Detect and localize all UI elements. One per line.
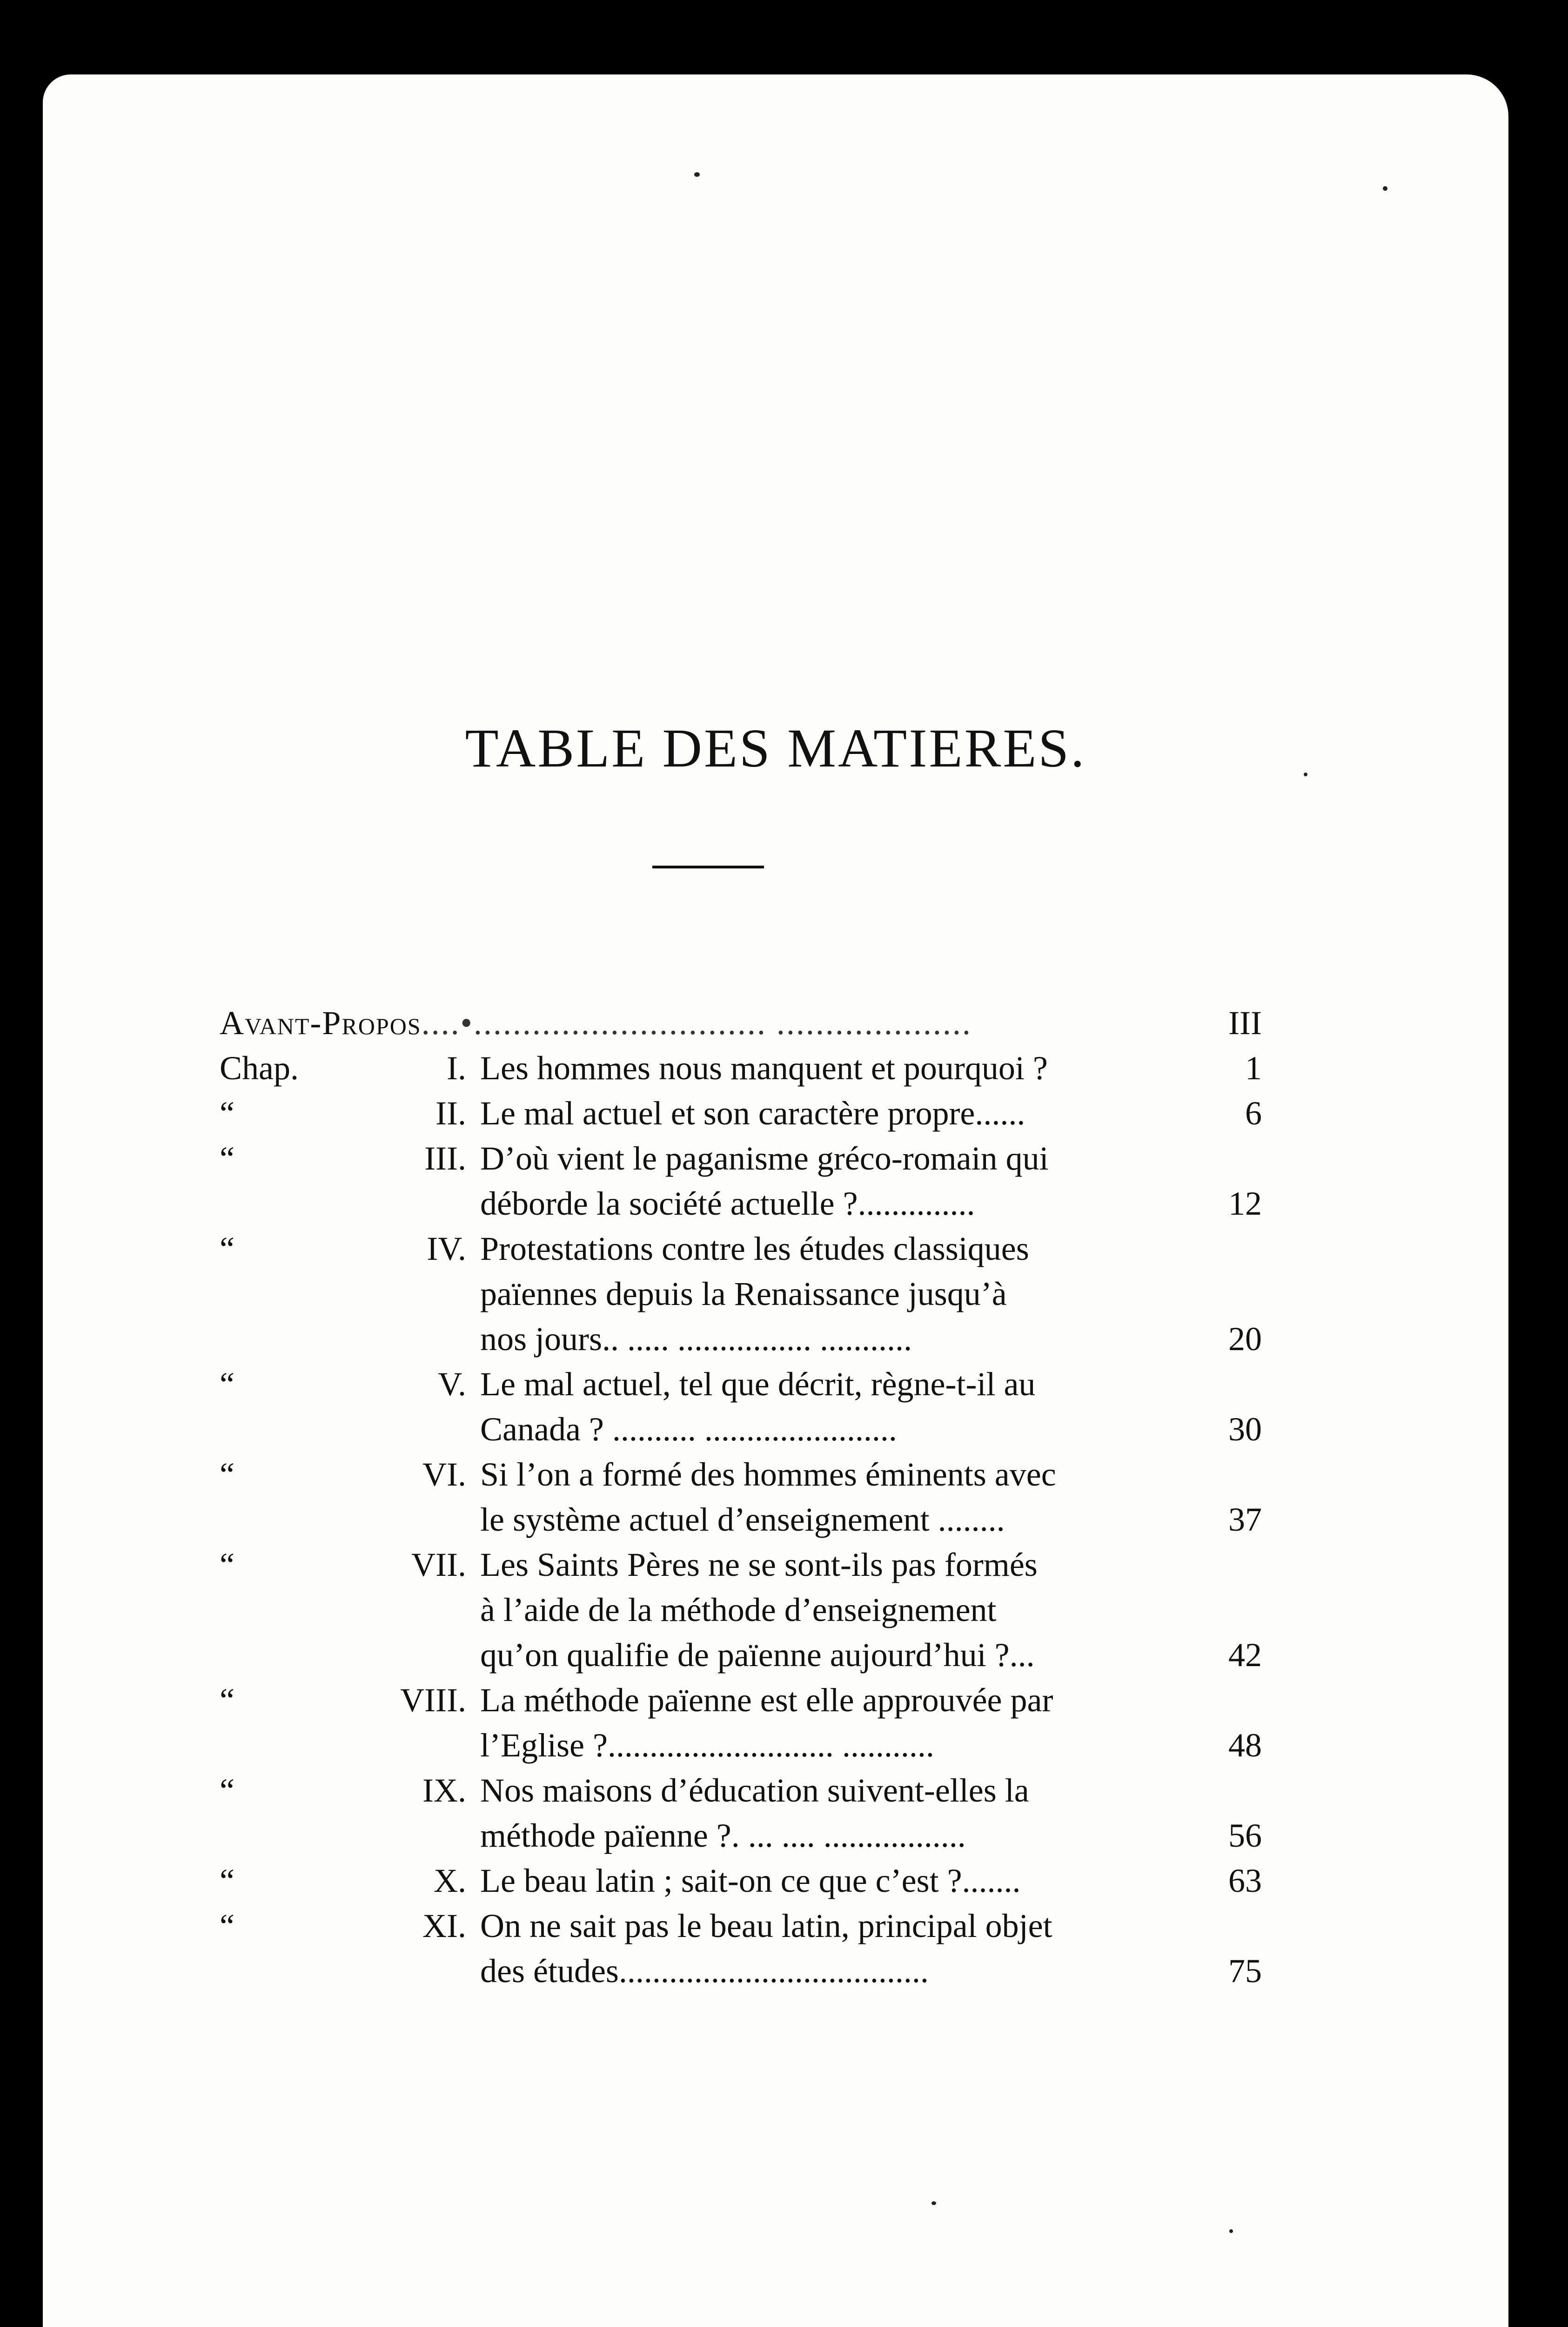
- chapter-title: [480, 1046, 1164, 1091]
- chapter-page: 6: [1245, 1095, 1262, 1132]
- chapter-title-line: On ne sait pas le beau latin, principal objet: [480, 1907, 1052, 1944]
- chapter-title-line: Canada ? .......... .......................: [480, 1411, 897, 1448]
- chapter-marker: “: [220, 1230, 235, 1267]
- chapter-marker: “: [220, 1546, 235, 1583]
- chapter-title-line: Le mal actuel et son caractère propre......: [480, 1095, 1025, 1132]
- chapter-title-line: méthode païenne ?. ... .... .................: [480, 1817, 966, 1854]
- chapter-title-line: Si l’on a formé des hommes éminents avec: [480, 1456, 1056, 1493]
- page-sheet: [43, 74, 1508, 2327]
- chapter-title-line: Le beau latin ; sait-on ce que c’est ?.......: [480, 1862, 1021, 1899]
- chapter-number: V.: [438, 1365, 466, 1403]
- chapter-number: VII.: [411, 1546, 466, 1583]
- toc-entry: [220, 1903, 1262, 1994]
- chapter-title: [480, 1452, 1164, 1542]
- chapter-page: 42: [1228, 1636, 1262, 1674]
- preface-label: Avant-Propos: [220, 1004, 422, 1042]
- chapter-marker: “: [220, 1862, 235, 1899]
- chapter-title: [480, 1362, 1164, 1452]
- chapter-title-line: à l’aide de la méthode d’enseignement: [480, 1591, 997, 1628]
- toc-entry: [220, 1226, 1262, 1362]
- toc-entry: [220, 1091, 1262, 1136]
- chapter-title: [480, 1858, 1164, 1903]
- chapter-title: [480, 1903, 1164, 1994]
- chapter-title: [480, 1678, 1164, 1768]
- chapter-number: VIII.: [400, 1681, 466, 1719]
- chapter-number: IX.: [422, 1772, 466, 1809]
- speck: [931, 2201, 936, 2205]
- scan-left-edge: [12, 61, 40, 2327]
- chapter-title-line: Le mal actuel, tel que décrit, règne-t-il au: [480, 1365, 1036, 1403]
- chapter-title-line: Les hommes nous manquent et pourquoi ?: [480, 1049, 1048, 1087]
- preface-row: [220, 1001, 1262, 1046]
- chapter-page: 63: [1228, 1862, 1262, 1899]
- chapter-title-line: Les Saints Pères ne se sont-ils pas formés: [480, 1546, 1038, 1583]
- chapter-title-line: qu’on qualifie de païenne aujourd’hui ?...: [480, 1636, 1035, 1674]
- toc-entry: [220, 1768, 1262, 1858]
- chapter-marker: “: [220, 1772, 235, 1809]
- chapter-number: IV.: [427, 1230, 466, 1267]
- chapter-marker: “: [220, 1140, 235, 1177]
- chapter-page: 20: [1228, 1320, 1262, 1358]
- chapter-title-line: déborde la société actuelle ?..............: [480, 1185, 975, 1222]
- chapter-number: III.: [424, 1140, 466, 1177]
- chapter-marker: “: [220, 1907, 235, 1944]
- chapter-title-line: Nos maisons d’éducation suivent-elles la: [480, 1772, 1029, 1809]
- toc-entry: [220, 1678, 1262, 1768]
- chapter-marker: “: [220, 1456, 235, 1493]
- toc-entry: [220, 1858, 1262, 1903]
- chapter-number: II.: [436, 1095, 466, 1132]
- chapter-page: 48: [1228, 1727, 1262, 1764]
- toc-entry: [220, 1542, 1262, 1678]
- chapter-title: [480, 1091, 1164, 1136]
- chapter-number: X.: [434, 1862, 466, 1899]
- chapter-title-line: le système actuel d’enseignement ........: [480, 1501, 1005, 1538]
- chapter-page: 12: [1228, 1185, 1262, 1222]
- chapter-title: [480, 1542, 1164, 1678]
- table-of-contents: [220, 1001, 1262, 1994]
- chapter-title: [480, 1136, 1164, 1226]
- chapter-marker: “: [220, 1095, 235, 1132]
- chapter-page: 37: [1228, 1501, 1262, 1538]
- toc-entry: [220, 1136, 1262, 1226]
- chapter-marker: Chap.: [220, 1049, 299, 1087]
- chapter-title-line: l’Eglise ?........................... ...........: [480, 1727, 934, 1764]
- toc-entry: [220, 1452, 1262, 1542]
- chapter-title-line: païennes depuis la Renaissance jusqu’à: [480, 1275, 1007, 1312]
- speck: [1383, 186, 1387, 191]
- speck: [694, 172, 700, 177]
- chapter-number: XI.: [422, 1907, 466, 1944]
- preface-page: III: [1228, 1004, 1262, 1042]
- chapter-page: 30: [1228, 1411, 1262, 1448]
- page-title: TABLE DES MATIERES.: [465, 718, 1086, 779]
- title-rule: [652, 866, 764, 868]
- chapter-marker: “: [220, 1681, 235, 1719]
- toc-entry: [220, 1362, 1262, 1452]
- chapter-page: 56: [1228, 1817, 1262, 1854]
- toc-entry: [220, 1046, 1262, 1091]
- chapter-title: [480, 1768, 1164, 1858]
- chapter-title-line: Protestations contre les études classiques: [480, 1230, 1029, 1267]
- speck: [1229, 2229, 1233, 2233]
- chapter-number: VI.: [422, 1456, 466, 1493]
- chapter-title-line: nos jours.. ..... ................ ...........: [480, 1320, 912, 1358]
- chapter-page: 75: [1228, 1952, 1262, 1990]
- chapter-title-line: des études.....................................: [480, 1952, 929, 1990]
- chapter-marker: “: [220, 1365, 235, 1403]
- chapter-number: I.: [447, 1049, 466, 1087]
- chapter-title-line: D’où vient le paganisme gréco-romain qui: [480, 1140, 1049, 1177]
- preface-leader: ....•.............................. ....................: [421, 1004, 972, 1042]
- chapter-page: 1: [1245, 1049, 1262, 1087]
- chapter-title-line: La méthode païenne est elle approuvée par: [480, 1681, 1053, 1719]
- chapter-title: [480, 1226, 1164, 1362]
